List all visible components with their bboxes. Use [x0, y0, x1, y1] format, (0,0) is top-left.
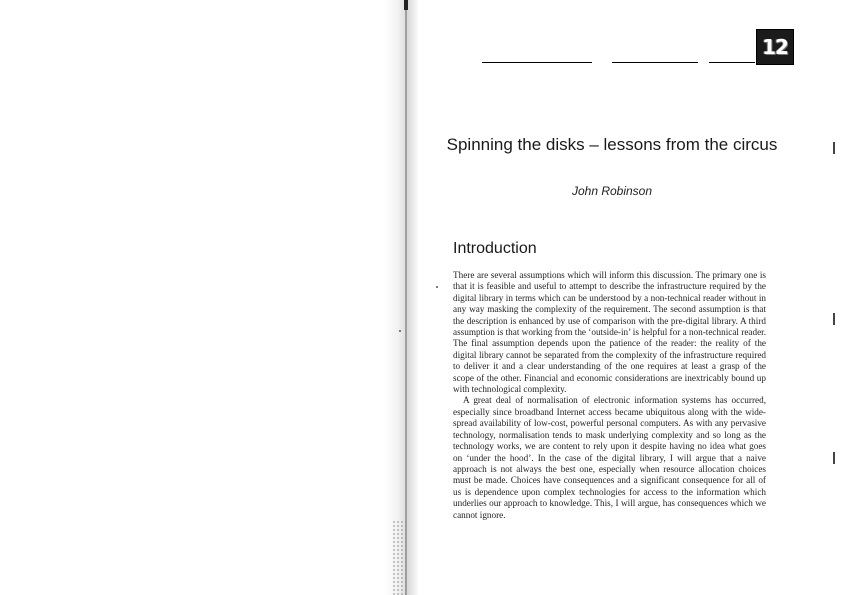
paragraph: A great deal of normalisation of electronic information systems has occurred, especially since broadband Internet access became ubiquitous along with the wide-spread availability of low-cost, powerful personal computers. As with any pervasive technology, normalisation tends to mask underlying complexity and so long as the technology works, we are content to rely upon it despite having no idea what goes on ‘under the hood’. In the case of the digital library, I will argue that a naive approach is not always the best one, especially when resource allocation choices must be made. Choices have consequences and a significant consequence for all of us is dependence upon complex technologies for access to the information which underlies our approach to knowledge. This, I will argue, has consequences which we cannot ignore.	[453, 395, 766, 520]
edge-mark	[833, 452, 835, 464]
scan-speck	[399, 330, 401, 332]
edge-mark	[833, 142, 835, 154]
header-rule	[709, 62, 755, 63]
paragraph: There are several assumptions which will inform this discussion. The primary one is that it is feasible and useful to attempt to describe the infrastructure required by the digital library in terms which can be understood by a non-technical reader without in any way masking the complexity of the requirement. The second assumption is that the description is enhanced by use of comparison with the pre-digital library. A third assumption is that working from the ‘outside-in’ is helpful for a non-technical reader. The final assumption depends upon the patience of the reader: the reality of the digital library cannot be separated from the complexity of the infrastructure required to deliver it and a clear understanding of the one requires at least a grasp of the scope of the other. Financial and economic considerations are inextricably bound up with technological complexity.	[453, 270, 766, 395]
section-heading: Introduction	[453, 240, 537, 257]
header-rule	[482, 62, 592, 63]
scan-noise	[392, 520, 406, 595]
edge-mark	[833, 313, 835, 325]
scan-blot	[404, 0, 408, 10]
binding-line	[405, 0, 407, 595]
chapter-author: John Robinson	[571, 184, 653, 198]
chapter-number: 12	[762, 35, 788, 59]
body-text	[453, 270, 766, 521]
page-gutter-shadow	[384, 0, 418, 595]
header-rule	[612, 62, 698, 63]
scan-speck	[436, 286, 438, 288]
chapter-number-badge	[756, 29, 794, 65]
chapter-title: Spinning the disks – lessons from the circus	[446, 135, 778, 154]
